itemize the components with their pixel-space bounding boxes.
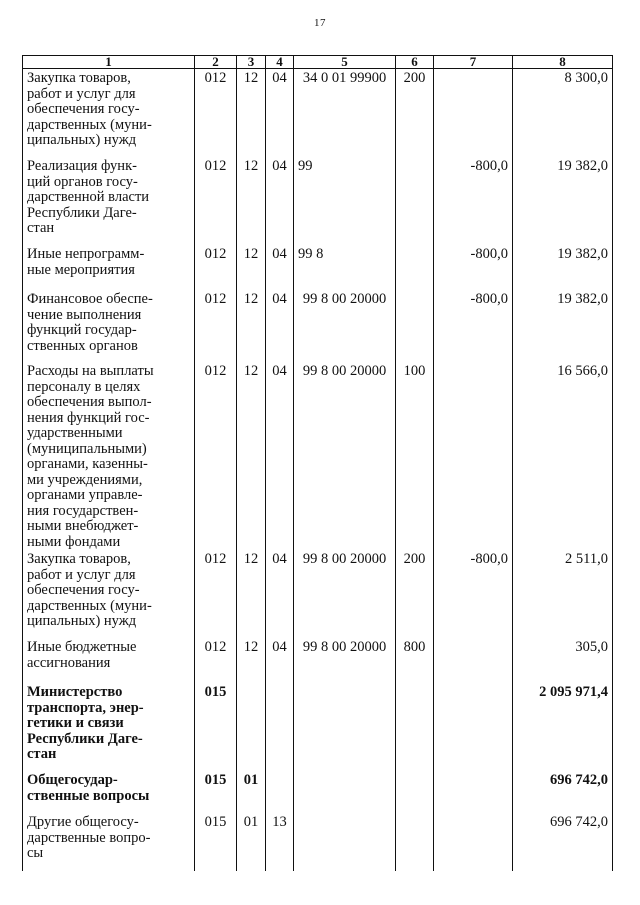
change-amount	[434, 771, 513, 813]
total-amount: 16 566,0	[513, 362, 613, 550]
target-article-code: 99	[294, 157, 396, 245]
section-code: 12	[237, 362, 266, 550]
column-header-3: 3	[237, 56, 266, 69]
ministry-code: 012	[195, 157, 237, 245]
target-article-code: 99 8	[294, 245, 396, 290]
subsection-code: 04	[266, 362, 294, 550]
column-header-8: 8	[513, 56, 613, 69]
section-code: 12	[237, 157, 266, 245]
expense-type-code	[396, 771, 434, 813]
target-article-code: 99 8 00 20000	[294, 638, 396, 683]
change-amount: -800,0	[434, 290, 513, 362]
subsection-code: 04	[266, 550, 294, 638]
change-amount	[434, 683, 513, 771]
column-number-header	[23, 56, 613, 69]
row-name: Иные непрограмм- ные мероприятия	[23, 245, 195, 290]
change-amount	[434, 813, 513, 871]
section-code: 12	[237, 290, 266, 362]
total-amount: 8 300,0	[513, 69, 613, 158]
section-code: 12	[237, 550, 266, 638]
total-amount: 696 742,0	[513, 813, 613, 871]
ministry-code: 015	[195, 813, 237, 871]
expense-type-code: 200	[396, 550, 434, 638]
subsection-code: 04	[266, 157, 294, 245]
row-name: Финансовое обеспе- чение выполнения функций государ- ственных органов	[23, 290, 195, 362]
row-name: Другие общегосу- дарственные вопро- сы	[23, 813, 195, 871]
column-header-7: 7	[434, 56, 513, 69]
row-name: Министерство транспорта, энер- гетики и связи Республики Даге- стан	[23, 683, 195, 771]
total-amount: 19 382,0	[513, 290, 613, 362]
change-amount: -800,0	[434, 550, 513, 638]
ministry-code: 015	[195, 683, 237, 771]
row-name: Закупка товаров, работ и услуг для обеспечения госу- дарственных (муни- ципальных) нужд	[23, 550, 195, 638]
table-row	[23, 157, 613, 245]
column-header-6: 6	[396, 56, 434, 69]
section-code: 12	[237, 245, 266, 290]
expense-type-code	[396, 813, 434, 871]
row-name: Иные бюджетные ассигнования	[23, 638, 195, 683]
change-amount: -800,0	[434, 157, 513, 245]
change-amount: -800,0	[434, 245, 513, 290]
table-row	[23, 638, 613, 683]
expense-type-code: 800	[396, 638, 434, 683]
column-header-2: 2	[195, 56, 237, 69]
page-number: 17	[314, 17, 326, 29]
section-code: 12	[237, 69, 266, 158]
table-row	[23, 683, 613, 771]
table-row	[23, 813, 613, 871]
change-amount	[434, 362, 513, 550]
target-article-code: 34 0 01 99900	[294, 69, 396, 158]
subsection-code: 04	[266, 69, 294, 158]
expense-type-code	[396, 683, 434, 771]
table-row	[23, 550, 613, 638]
row-name: Расходы на выплаты персоналу в целях обеспечения выпол- нения функций гос- ударственными (муниципальными) органами, казенны- ми учреждениями, органами управле- ния государствен- ными внебюджет- ными фондами	[23, 362, 195, 550]
expense-type-code: 200	[396, 69, 434, 158]
total-amount: 2 095 971,4	[513, 683, 613, 771]
target-article-code	[294, 683, 396, 771]
ministry-code: 012	[195, 362, 237, 550]
target-article-code: 99 8 00 20000	[294, 550, 396, 638]
row-name: Реализация функ- ций органов госу- дарственной власти Республики Даге- стан	[23, 157, 195, 245]
expense-type-code	[396, 245, 434, 290]
target-article-code: 99 8 00 20000	[294, 290, 396, 362]
target-article-code	[294, 813, 396, 871]
row-name: Закупка товаров, работ и услуг для обеспечения госу- дарственных (муни- ципальных) нужд	[23, 69, 195, 158]
expense-type-code: 100	[396, 362, 434, 550]
expense-type-code	[396, 157, 434, 245]
budget-table	[22, 55, 613, 871]
row-name: Общегосудар- ственные вопросы	[23, 771, 195, 813]
section-code: 01	[237, 771, 266, 813]
subsection-code	[266, 771, 294, 813]
target-article-code: 99 8 00 20000	[294, 362, 396, 550]
ministry-code: 012	[195, 638, 237, 683]
subsection-code: 04	[266, 290, 294, 362]
subsection-code: 04	[266, 245, 294, 290]
column-header-4: 4	[266, 56, 294, 69]
section-code	[237, 683, 266, 771]
table-row	[23, 771, 613, 813]
subsection-code: 13	[266, 813, 294, 871]
table-row	[23, 245, 613, 290]
total-amount: 19 382,0	[513, 245, 613, 290]
ministry-code: 015	[195, 771, 237, 813]
section-code: 01	[237, 813, 266, 871]
change-amount	[434, 69, 513, 158]
ministry-code: 012	[195, 245, 237, 290]
ministry-code: 012	[195, 290, 237, 362]
subsection-code	[266, 683, 294, 771]
expense-type-code	[396, 290, 434, 362]
subsection-code: 04	[266, 638, 294, 683]
table-row	[23, 69, 613, 158]
total-amount: 696 742,0	[513, 771, 613, 813]
total-amount: 19 382,0	[513, 157, 613, 245]
change-amount	[434, 638, 513, 683]
ministry-code: 012	[195, 69, 237, 158]
total-amount: 305,0	[513, 638, 613, 683]
total-amount: 2 511,0	[513, 550, 613, 638]
table-row	[23, 290, 613, 362]
column-header-1: 1	[23, 56, 195, 69]
table-row	[23, 362, 613, 550]
ministry-code: 012	[195, 550, 237, 638]
column-header-5: 5	[294, 56, 396, 69]
section-code: 12	[237, 638, 266, 683]
target-article-code	[294, 771, 396, 813]
